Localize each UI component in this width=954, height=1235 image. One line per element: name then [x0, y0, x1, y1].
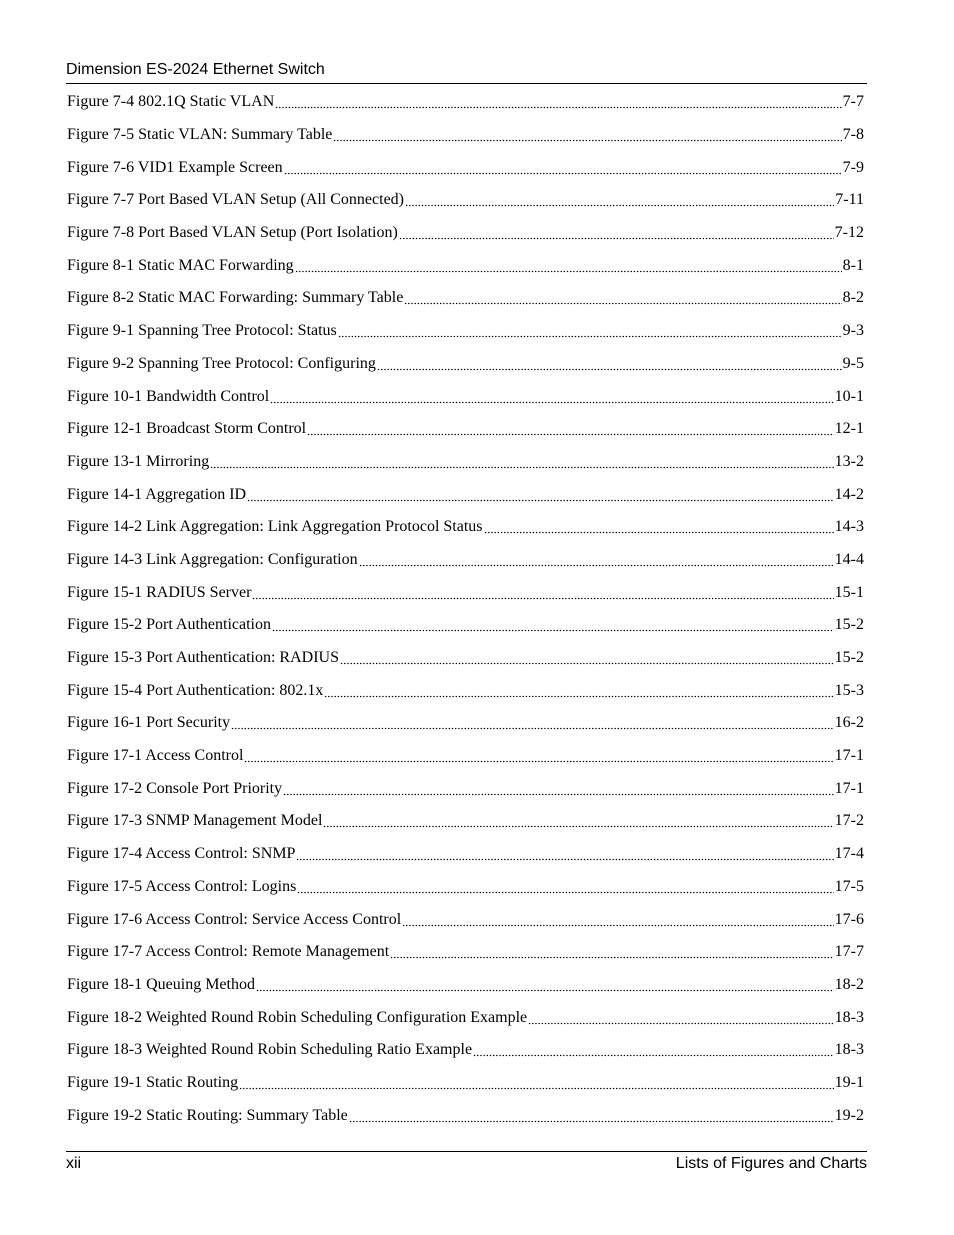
figure-entry[interactable]: [67, 86, 864, 119]
figure-entry[interactable]: [67, 184, 864, 217]
page-header: [66, 59, 867, 84]
figure-title: Figure 17-5 Access Control: Logins: [67, 877, 297, 895]
figure-page-number: 17-7: [834, 943, 864, 961]
figure-entry[interactable]: [67, 217, 864, 250]
figure-title: Figure 17-1 Access Control: [67, 747, 244, 765]
figure-page-number: 17-6: [834, 910, 864, 928]
dot-leader: [244, 751, 833, 767]
figure-entry[interactable]: [67, 576, 864, 609]
figure-entry[interactable]: [67, 740, 864, 773]
figure-entry[interactable]: [67, 544, 864, 577]
figure-page-number: 14-4: [834, 550, 864, 568]
figure-title: Figure 7-4 802.1Q Static VLAN: [67, 93, 275, 111]
figure-title: Figure 14-3 Link Aggregation: Configuration: [67, 550, 358, 568]
figure-entry[interactable]: [67, 838, 864, 871]
figure-entry[interactable]: [67, 642, 864, 675]
figure-title: Figure 17-6 Access Control: Service Access Control: [67, 910, 402, 928]
figure-entry[interactable]: [67, 707, 864, 740]
figure-page-number: 18-3: [834, 1008, 864, 1026]
figure-title: Figure 8-2 Static MAC Forwarding: Summary Table: [67, 289, 404, 307]
document-title: Dimension ES-2024 Ethernet Switch: [66, 61, 325, 78]
figure-title: Figure 7-8 Port Based VLAN Setup (Port Isolation): [67, 224, 398, 242]
dot-leader: [333, 130, 841, 146]
figure-page-number: 17-1: [834, 779, 864, 797]
figure-page-number: 19-2: [834, 1106, 864, 1124]
dot-leader: [270, 392, 833, 408]
figure-entry[interactable]: [67, 674, 864, 707]
dot-leader: [528, 1013, 834, 1029]
figure-page-number: 7-9: [842, 158, 864, 176]
figure-entry[interactable]: [67, 315, 864, 348]
dot-leader: [284, 163, 842, 179]
figure-title: Figure 16-1 Port Security: [67, 714, 231, 732]
figure-title: Figure 9-1 Spanning Tree Protocol: Status: [67, 322, 337, 340]
figure-title: Figure 14-1 Aggregation ID: [67, 485, 247, 503]
figure-title: Figure 17-4 Access Control: SNMP: [67, 845, 296, 863]
figure-title: Figure 18-3 Weighted Round Robin Scheduling Ratio Example: [67, 1041, 473, 1059]
figure-entry[interactable]: [67, 478, 864, 511]
figure-entry[interactable]: [67, 413, 864, 446]
figure-page-number: 18-3: [834, 1041, 864, 1059]
figure-page-number: 7-7: [842, 93, 864, 111]
dot-leader: [338, 326, 842, 342]
figure-page-number: 10-1: [834, 387, 864, 405]
figure-title: Figure 13-1 Mirroring: [67, 452, 210, 470]
figure-entry[interactable]: [67, 805, 864, 838]
dot-leader: [359, 555, 834, 571]
figure-page-number: 17-5: [834, 877, 864, 895]
figure-entry[interactable]: [67, 1099, 864, 1132]
page-footer: [66, 1151, 867, 1174]
dot-leader: [340, 653, 834, 669]
figure-page-number: 17-2: [834, 812, 864, 830]
section-name: Lists of Figures and Charts: [675, 1155, 867, 1172]
figure-title: Figure 19-1 Static Routing: [67, 1073, 239, 1091]
dot-leader: [307, 424, 834, 440]
figure-title: Figure 7-7 Port Based VLAN Setup (All Connected): [67, 191, 404, 209]
dot-leader: [484, 522, 834, 538]
dot-leader: [239, 1078, 834, 1094]
figure-page-number: 15-2: [834, 649, 864, 667]
figure-title: Figure 15-3 Port Authentication: RADIUS: [67, 649, 339, 667]
dot-leader: [252, 588, 833, 604]
dot-leader: [297, 882, 833, 898]
figure-title: Figure 9-2 Spanning Tree Protocol: Configuring: [67, 354, 376, 372]
figure-page-number: 8-1: [842, 256, 864, 274]
figure-entry[interactable]: [67, 348, 864, 381]
figure-title: Figure 10-1 Bandwidth Control: [67, 387, 270, 405]
dot-leader: [283, 784, 834, 800]
figure-title: Figure 7-5 Static VLAN: Summary Table: [67, 126, 333, 144]
figure-page-number: 9-5: [842, 354, 864, 372]
figure-title: Figure 15-4 Port Authentication: 802.1x: [67, 681, 324, 699]
figure-entry[interactable]: [67, 511, 864, 544]
figure-title: Figure 15-2 Port Authentication: [67, 616, 271, 634]
figure-title: Figure 17-3 SNMP Management Model: [67, 812, 323, 830]
figure-entry[interactable]: [67, 249, 864, 282]
figure-title: Figure 8-1 Static MAC Forwarding: [67, 256, 294, 274]
figure-entry[interactable]: [67, 151, 864, 184]
figure-page-number: 7-11: [835, 191, 864, 209]
dot-leader: [377, 359, 842, 375]
figure-page-number: 15-2: [834, 616, 864, 634]
page-number: xii: [66, 1155, 82, 1172]
figure-entry[interactable]: [67, 903, 864, 936]
dot-leader: [210, 457, 833, 473]
figure-page-number: 7-8: [842, 126, 864, 144]
dot-leader: [473, 1045, 834, 1061]
figure-page-number: 7-12: [834, 224, 864, 242]
figure-entry[interactable]: [67, 1001, 864, 1034]
figure-entry[interactable]: [67, 936, 864, 969]
figure-title: Figure 7-6 VID1 Example Screen: [67, 158, 283, 176]
figure-title: Figure 14-2 Link Aggregation: Link Aggregation Protocol Status: [67, 518, 483, 536]
figure-entry[interactable]: [67, 119, 864, 152]
figure-title: Figure 15-1 RADIUS Server: [67, 583, 252, 601]
figure-page-number: 12-1: [834, 420, 864, 438]
figure-entry[interactable]: [67, 380, 864, 413]
dot-leader: [272, 620, 834, 636]
dot-leader: [402, 915, 834, 931]
dot-leader: [405, 195, 834, 211]
figure-page-number: 18-2: [834, 975, 864, 993]
dot-leader: [247, 490, 834, 506]
list-of-figures: [67, 86, 864, 1132]
figure-entry[interactable]: [67, 282, 864, 315]
figure-title: Figure 17-7 Access Control: Remote Management: [67, 943, 390, 961]
figure-entry[interactable]: [67, 1067, 864, 1100]
dot-leader: [349, 1111, 834, 1127]
figure-title: Figure 12-1 Broadcast Storm Control: [67, 420, 307, 438]
figure-entry[interactable]: [67, 1034, 864, 1067]
figure-page-number: 15-3: [834, 681, 864, 699]
figure-entry[interactable]: [67, 772, 864, 805]
figure-title: Figure 18-2 Weighted Round Robin Scheduling Configuration Example: [67, 1008, 528, 1026]
figure-page-number: 14-3: [834, 518, 864, 536]
figure-page-number: 13-2: [834, 452, 864, 470]
figure-page-number: 9-3: [842, 322, 864, 340]
figure-page-number: 17-1: [834, 747, 864, 765]
figure-entry[interactable]: [67, 609, 864, 642]
dot-leader: [296, 849, 833, 865]
dot-leader: [399, 228, 834, 244]
figure-entry[interactable]: [67, 871, 864, 904]
dot-leader: [323, 816, 833, 832]
dot-leader: [256, 980, 834, 996]
dot-leader: [295, 261, 842, 277]
figure-title: Figure 18-1 Queuing Method: [67, 975, 255, 993]
figure-page-number: 15-1: [834, 583, 864, 601]
dot-leader: [275, 97, 841, 113]
figure-page-number: 14-2: [834, 485, 864, 503]
figure-title: Figure 17-2 Console Port Priority: [67, 779, 283, 797]
figure-page-number: 16-2: [834, 714, 864, 732]
figure-page-number: 8-2: [842, 289, 864, 307]
dot-leader: [404, 293, 841, 309]
figure-entry[interactable]: [67, 446, 864, 479]
dot-leader: [231, 718, 834, 734]
figure-page-number: 19-1: [834, 1073, 864, 1091]
figure-page-number: 17-4: [834, 845, 864, 863]
figure-entry[interactable]: [67, 969, 864, 1002]
dot-leader: [324, 686, 833, 702]
figure-title: Figure 19-2 Static Routing: Summary Table: [67, 1106, 348, 1124]
dot-leader: [390, 947, 834, 963]
